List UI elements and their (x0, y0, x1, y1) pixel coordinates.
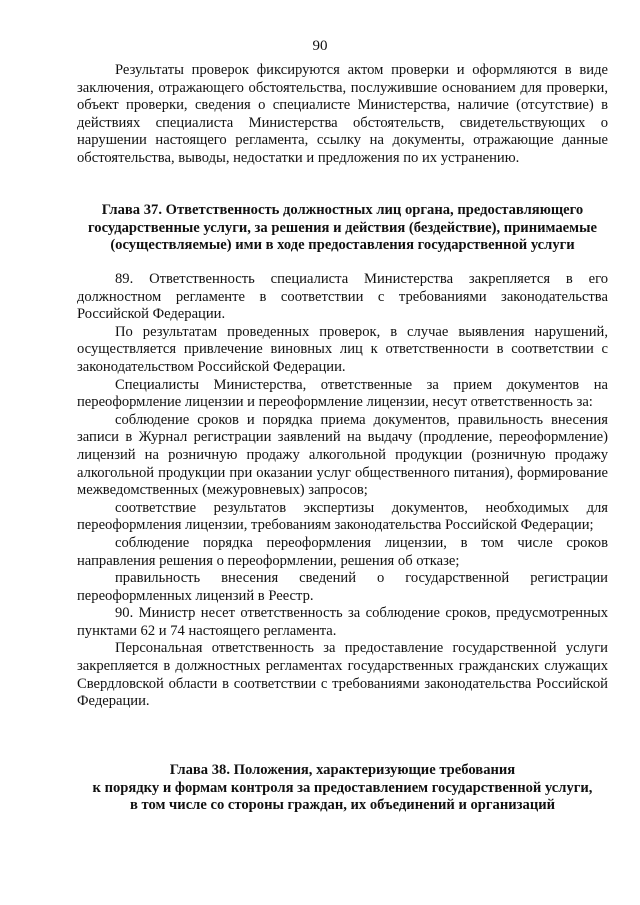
paragraph-90: 90. Министр несет ответственность за соблюдение сроков, предусмотренных пунктами 62 и 74 настоящего регламента. (77, 605, 608, 639)
paragraph-procedure: соблюдение порядка переоформления лицензии, в том числе сроков направления решения о переоформлении, решения об отказе; (77, 534, 608, 569)
chapter-38-title-line: в том числе со стороны граждан, их объединений и организаций (129, 797, 556, 814)
paragraph-compliance-deadlines: соблюдение сроков и порядка приема документов, правильность внесения записи в Журнал регистрации заявлений на выдачу (продление, переоформление) лицензий на розничную продажу алкогольной продукции (розничную продажу алкогольной продукции при оказании услуг общественного питания), формирование межведомственных (межуровневых) запросов; (77, 411, 608, 499)
chapter-38-title-line: к порядку и формам контроля за предоставлением государственной услуги, (92, 779, 593, 796)
paragraph-results: По результатам проведенных проверок, в случае выявления нарушений, осуществляется привлечение виновных лиц к ответственности в соответствии с законодательством Российской Федерации. (77, 323, 608, 375)
paragraph-specialists: Специалисты Министерства, ответственные за прием документов на переоформление лицензии и переоформление лицензии, несут ответственность за: (77, 376, 608, 411)
page-number: 90 (312, 38, 328, 54)
intro-paragraph-block (77, 62, 608, 168)
paragraph-expertise: соответствие результатов экспертизы документов, необходимых для переоформления лицензии, требованиям законодательства Российской Федерации; (77, 499, 608, 534)
paragraph-personal-responsibility: Персональная ответственность за предоставление государственной услуги закрепляется в должностных регламентах государственных гражданских служащих Свердловской области в соответствии с требованиями законодательства Российской Федерации. (77, 640, 608, 710)
intro-paragraph: Результаты проверок фиксируются актом проверки и оформляются в виде заключения, отражающего обстоятельства, послужившие основанием для проверки, объект проверки, сведения о специалисте Министерства, наличие (отсутствие) в действиях специалиста Министерства обстоятельств, свидетельствующих о нарушении настоящего регламента, ссылку на документы, отражающие данные обстоятельства, выводы, недостатки и предложения по их устранению. (77, 62, 608, 166)
paragraph-registry: правильность внесения сведений о государственной регистрации переоформленных лицензий в Реестр. (77, 570, 608, 604)
paragraph-89: 89. Ответственность специалиста Министерства закрепляется в его должностном регламенте в соответствии с требованиями законодательства Российской Федерации. (77, 271, 608, 323)
chapter-38-heading (77, 762, 608, 815)
chapter-38-title-line: Глава 38. Положения, характеризующие требования (169, 762, 516, 778)
chapter-37-body (77, 271, 608, 711)
chapter-37-heading (77, 202, 608, 255)
chapter-37-title-line: (осуществляемые) ими в ходе предоставления государственной услуги (110, 237, 575, 254)
chapter-37-title-line: Глава 37. Ответственность должностных лиц органа, предоставляющего (101, 202, 584, 218)
chapter-37-title (77, 202, 608, 255)
chapter-38-title (77, 762, 608, 815)
chapter-37-title-line: государственные услуги, за решения и действия (бездействие), принимаемые (88, 219, 597, 236)
